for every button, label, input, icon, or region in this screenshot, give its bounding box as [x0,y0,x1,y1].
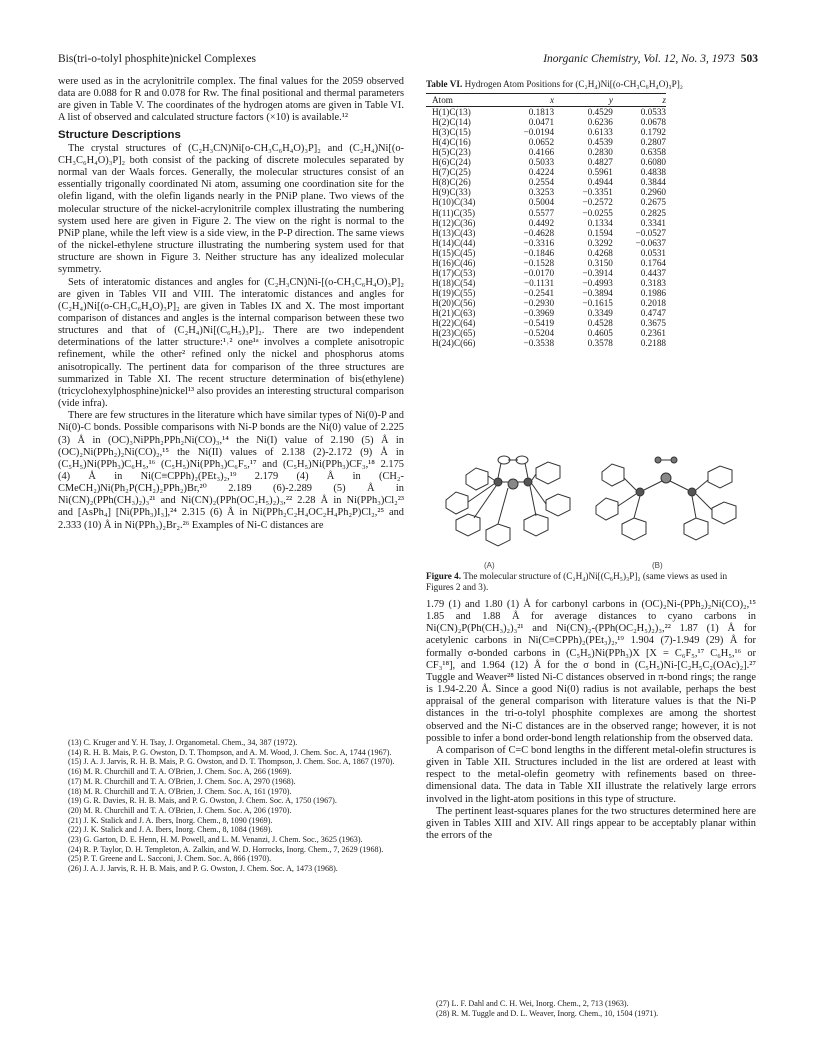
table-6-title: Hydrogen Atom Positions for (C₂H₄)Ni[(o-CH₃C₆H₄O)₃P]₂ [464,79,683,89]
z-cell: 0.2018 [640,297,666,308]
z-cell: 0.2807 [640,137,666,148]
atom-cell: H(8)C(26) [432,177,471,188]
y-cell: 0.3578 [587,338,613,349]
table-row [426,288,666,298]
y-cell: 0.4529 [587,107,613,118]
x-cell: −0.2930 [523,297,555,308]
atom-cell: H(12)C(36) [432,217,476,228]
table-row [426,107,666,118]
reference: (21) J. K. Stalick and J. A. Ibers, Inorg. Chem., 8, 1090 (1969). [68,815,273,825]
table-row [426,197,666,207]
table-6-caption [426,79,756,90]
x-cell: −0.3538 [523,338,555,349]
atom-cell: H(2)C(14) [432,117,471,128]
table-row [426,147,666,157]
atom-cell: H(24)C(66) [432,338,476,349]
column-header-x: x [507,94,554,107]
z-cell: 0.3183 [640,277,666,288]
page-header [58,53,758,69]
running-title: Bis(tri-o-tolyl phosphite)nickel Complexes [58,53,257,65]
body-paragraph-1: The crystal structures of (C₂H₃CN)Ni[o-CH₃C₆H₄O)₃P]₂ and (C₂H₄)Ni[(o-CH₃C₆H₄O)₃P]₂ both consist of the packing of discrete molecules separated by normal van der Waals forces. Generally, the molecular structures consist of an essentially trigonally coordinated Ni atom, assuming one coordination site for the olefin ligand, with the olefin ligands nearly in the PNiP plane. Two views of the molecular structure of the nickel-acrylonitrile complex illustrating the numbering system used here are given in Figure 2. The view on the right is normal to the PNiP plane, while the left view is a side view, in the P-P direction. The same views of the nickel-ethylene structure illustrating the numbering system used for that structure are shown in Figure 3. Neither structure has any idealized molecular symmetry. [58,142,404,276]
intro-paragraph: were used as in the acrylonitrile complex. The final values for the 2059 observed data are 0.088 for R and 0.078 for Rw. The final positional and thermal parameters are given in Table V. The coordinates of the hydrogen atoms are given in Table VI. A list of observed and calculated structure factors (×10) is available.¹² [58,76,404,124]
column-header-atom: Atom [426,94,507,107]
section-heading: Structure Descriptions [58,128,181,141]
z-cell: 0.4747 [640,307,666,318]
y-cell: 0.1594 [587,227,613,238]
table-row [426,258,666,268]
reference: (28) R. M. Tuggle and D. L. Weaver, Inorg. Chem., 10, 1504 (1971). [436,1008,659,1018]
z-cell: 0.2825 [640,207,666,218]
reference: (20) M. R. Churchill and T. A. O'Brien, J. Chem. Soc. A, 206 (1970). [68,805,292,815]
atom-cell: H(9)C(33) [432,187,471,198]
z-cell: 0.1986 [640,287,666,298]
x-cell: −0.2541 [523,287,555,298]
y-cell: 0.3292 [587,237,613,248]
y-cell: 0.6133 [587,127,613,138]
table-row [426,278,666,288]
x-cell: 0.3253 [528,187,555,198]
reference: (18) M. R. Churchill and T. A. O'Brien, J. Chem. Soc. A, 161 (1970). [68,786,292,796]
panel-label-a: (A) [484,561,495,570]
x-cell: −0.0194 [523,127,555,138]
y-cell: −0.3351 [582,187,613,198]
table-row [426,338,666,348]
column-header-y: y [554,94,613,107]
atom-cell: H(5)C(23) [432,147,471,158]
y-cell: −0.3894 [582,287,613,298]
reference: (26) J. A. J. Jarvis, R. H. B. Mais, and P. G. Owston, J. Chem. Soc. A, 1473 (1968). [68,864,338,874]
y-cell: 0.4944 [587,177,613,188]
x-cell: −0.3969 [523,307,555,318]
atom-cell: H(18)C(54) [432,277,476,288]
y-cell: 0.4605 [587,328,613,339]
table-row [426,137,666,147]
journal-citation [543,53,758,65]
x-cell: 0.0471 [528,117,555,128]
x-cell: 0.5004 [528,197,555,208]
z-cell: 0.1792 [640,127,666,138]
y-cell: 0.1334 [587,217,613,228]
x-cell: 0.4166 [528,147,555,158]
z-cell: 0.3341 [640,217,666,228]
table-row [426,218,666,228]
x-cell: 0.1813 [528,107,555,118]
x-cell: 0.0652 [528,137,555,148]
z-cell: 0.0531 [640,247,666,258]
y-cell: 0.3349 [587,307,613,318]
reference: (19) G. R. Davies, R. H. B. Mais, and P. G. Owston, J. Chem. Soc. A, 1750 (1967). [68,796,337,806]
table-row [426,167,666,177]
table-row [426,187,666,197]
molecule-normal-view-b [596,457,736,540]
y-cell: 0.3150 [587,257,613,268]
y-cell: −0.3914 [582,267,613,278]
x-cell: −0.5204 [523,328,555,339]
z-cell: 0.6080 [640,157,666,168]
z-cell: 0.2675 [640,197,666,208]
atom-cell: H(21)C(63) [432,307,476,318]
z-cell: −0.0527 [635,227,666,238]
table-row [426,308,666,318]
reference: (25) P. T. Greene and L. Sacconi, J. Chem. Soc. A, 866 (1970). [68,854,272,864]
y-cell: 0.6236 [587,117,613,128]
table-row [426,117,666,127]
y-cell: −0.4993 [582,277,613,288]
panel-label-b: (B) [652,561,663,570]
y-cell: 0.5961 [587,167,613,178]
x-cell: −0.4628 [523,227,555,238]
table-row [426,157,666,167]
x-cell: −0.1846 [523,247,555,258]
x-cell: −0.5419 [523,318,555,329]
reference: (15) J. A. J. Jarvis, R. H. B. Mais, P. G. Owston, and D. T. Thompson, J. Chem. Soc. A, 1867 (1970). [68,757,395,767]
table-row [426,238,666,248]
table-row [426,268,666,278]
reference: (22) J. K. Stalick and J. A. Ibers, Inorg. Chem., 8, 1084 (1969). [68,825,273,835]
atom-cell: H(13)C(43) [432,227,476,238]
atom-cell: H(15)C(45) [432,247,476,258]
z-cell: 0.1764 [640,257,666,268]
reference: (23) G. Garton, D. E. Henn, H. M. Powell, and L. M. Venanzi, J. Chem. Soc., 3625 (1963). [68,835,363,845]
table-row [426,127,666,137]
x-cell: 0.4492 [528,217,555,228]
atom-cell: H(20)C(56) [432,297,476,308]
atom-cell: H(17)C(53) [432,267,476,278]
z-cell: 0.3675 [640,318,666,329]
atom-cell: H(14)C(44) [432,237,476,248]
atom-cell: H(11)C(35) [432,207,476,218]
atom-cell: H(1)C(13) [432,107,471,118]
hydrogen-positions-table [426,93,666,348]
x-cell: 0.5033 [528,157,555,168]
atom-cell: H(23)C(65) [432,328,476,339]
footnotes-right [426,999,756,1018]
y-cell: 0.4539 [587,137,613,148]
x-cell: −0.1131 [523,277,555,288]
x-cell: 0.4224 [528,167,555,178]
body-paragraph-5: A comparison of C=C bond lengths in the different metal-olefin structures is given in Table XII. Structures included in the list are ordered at least with respect to the metal-olefin geometry with refinements based on three-dimensional data. The data in Table XII illustrate the relatively large errors involved in the light-atom positions in this type of structure. [426,744,756,805]
reference: (13) C. Kruger and Y. H. Tsay, J. Organometal. Chem., 34, 387 (1972). [68,738,298,747]
reference: (24) R. P. Taylor, D. H. Templeton, A. Zalkin, and W. D. Horrocks, Inorg. Chem., 7, 2629 (1968). [68,844,384,854]
y-cell: 0.4528 [587,318,613,329]
reference: (14) R. H. B. Mais, P. G. Owston, D. T. Thompson, and A. M. Wood, J. Chem. Soc. A, 1744 (1967). [68,747,392,757]
z-cell: 0.2960 [640,187,666,198]
atom-cell: H(19)C(55) [432,287,476,298]
figure-4-drawing [426,420,756,572]
z-cell: 0.4437 [640,267,666,278]
x-cell: 0.2554 [528,177,555,188]
table-6-block [426,79,756,348]
atom-cell: H(4)C(16) [432,137,471,148]
journal-name: Inorganic Chemistry, Vol. 12, No. 3, 1973 [543,53,735,65]
reference: (27) L. F. Dahl and C. H. Wei, Inorg. Chem., 2, 713 (1963). [436,999,629,1008]
column-header-z: z [613,94,666,107]
y-cell: −0.2572 [582,197,613,208]
table-row [426,298,666,308]
right-column-text [426,599,756,842]
figure-4-caption [426,571,756,593]
body-paragraph-4: 1.79 (1) and 1.80 (1) Å for carbonyl carbons in (OC)₂Ni-(PPh₂)₂Ni(CO)₂,¹⁵ 1.85 and 1.88 Å for average distances to cyano carbons in Ni(CN)₂P(Ph(CH₃)₂)₃²¹ and Ni(CN)₂-(PPh(OC₂H₅)₂)₃,²² 1.87 (1) Å for acetylenic carbons in Ni(C≡CPPh)₂(PEt₃)₂,¹⁹ 1.904 (7)-1.949 (29) Å for formally σ-bonded carbons in (C₅H₅)Ni(PPh₃)X [X = C₆F₅,¹⁷ C₆H₅,¹⁶ or CF₃¹⁸], and 1.964 (12) Å for the σ bond in (C₅H₅)Ni-[C₂H₅C₂(OAc)₂].²⁷ Tuggle and Weaver²⁸ listed Ni-C distances observed in π-bond rings; the range is 1.94-2.20 Å. Since a good Ni(0) radius is not available, perhaps the best appraisal of the general comparison with literature values is that the Ni-P distances in the tri-o-tolyl phosphite complexes are among the shortest observed and the Ni-C distances are in the observed range; however, it is not possible to infer a bond order-bond length relationship from the observed data. [426,599,756,744]
reference: (16) M. R. Churchill and T. A. O'Brien, J. Chem. Soc. A, 266 (1969). [68,767,292,777]
table-row [426,208,666,218]
z-cell: 0.0678 [640,117,666,128]
table-row [426,228,666,238]
z-cell: 0.2188 [640,338,666,349]
table-row [426,328,666,338]
atom-cell: H(7)C(25) [432,167,471,178]
y-cell: 0.4268 [587,247,613,258]
table-header-row [426,94,666,107]
y-cell: 0.4827 [587,157,613,168]
atom-cell: H(16)C(46) [432,257,476,268]
z-cell: 0.6358 [640,147,666,158]
atom-cell: H(22)C(64) [432,318,476,329]
x-cell: −0.0170 [523,267,555,278]
table-row [426,248,666,258]
left-column [58,76,404,532]
z-cell: −0.0637 [635,237,666,248]
footnotes-left [58,738,404,874]
reference: (17) M. R. Churchill and T. A. O'Brien, J. Chem. Soc. A, 2970 (1968). [68,776,296,786]
body-paragraph-6: The pertinent least-squares planes for the two structures determined here are given in Tables XIII and XIV. All rings appear to be acceptably planar within the errors of the [426,805,756,841]
z-cell: 0.3844 [640,177,666,188]
atom-cell: H(6)C(24) [432,157,471,168]
table-6-label: Table VI. [426,79,463,89]
y-cell: −0.0255 [582,207,613,218]
figure-4-label: Figure 4. [426,571,462,581]
y-cell: −0.1615 [582,297,613,308]
table-body [426,107,666,349]
figure-4-caption-text: The molecular structure of (C₂H₄)Ni[(C₆H₅)₃P]₂ (same views as used in Figures 2 and 3). [426,571,728,592]
x-cell: 0.5577 [528,207,555,218]
molecule-side-view-a [446,456,570,546]
z-cell: 0.4838 [640,167,666,178]
body-paragraph-3: There are few structures in the literature which have similar types of Ni(0)-P and Ni(0)-C bonds. Possible comparisons with Ni-P bonds are the Ni(0) value of 2.225 (3) Å in (OC)₃NiPPh₂PPh₂Ni(CO)₃,¹⁴ the Ni(I) value of 2.190 (5) Å in (OC)₂Ni(PPh₂)₂Ni(CO)₂,¹⁵ the Ni(II) values of 2.138 (2)-2.172 (9) Å in (C₅H₅)Ni(PPh₃)C₆H₅,¹⁶ (C₅H₅)Ni(PPh₃)C₆F₅,¹⁷ and (C₅H₅)Ni(PPh₃)CF₃,¹⁸ 2.175 (4) Å in Ni(C≡CPPh)₂(PEt₃)₂,¹⁹ 2.179 (4) Å in (CH₂-CMeCH₂)Ni(Ph₂P(CH₂)₂PPh₂)Br,²⁰ 2.189 (6)-2.289 (5) Å in Ni(CN)₂(PPh(CH₃)₂)₃²¹ and Ni(CN)₂(PPh(OC₂H₅)₂)₃,²² 2.28 Å in Ni(PPh₃)Cl₂²³ and [AsPh₄] [Ni(PPh₃)I₃],²⁴ 2.315 (6) Å in Ni(PPh₂C₂H₄OC₂H₄Ph₂P)Cl₂,²⁵ and 2.333 (10) Å in Ni(PPh₃)₂Br₂.²⁶ Examples of Ni-C distances are [58,410,404,531]
atom-cell: H(10)C(34) [432,197,476,208]
table-row [426,177,666,187]
page-number: 503 [740,53,758,65]
atom-cell: H(3)C(15) [432,127,471,138]
body-paragraph-2: Sets of interatomic distances and angles for (C₂H₃CN)Ni-[(o-CH₃C₆H₄O)₃P]₂ are given in Tables VII and VIII. The interatomic distances and angles for (C₂H₄)Ni[(o-CH₃C₆H₄O)₃P]₂ are given in Tables IX and X. The most important comparison of distances and angles is the internal comparison between these two structures and that of (C₂H₄)Ni[(C₆H₅)₃P]₂. There are two independent determinations of the latter structure:¹˒² one¹ᵃ involves a complete anisotropic refinement, while the other² refined only the nickel and phosphorus atoms anisotropically. The pertinent data for comparison of the three structures are summarized in Table XI. The recent structure determination of bis(ethylene)(tricyclohexylphosphine)nickel¹³ also provides an interesting structural comparison (vide infra). [58,276,404,410]
z-cell: 0.2361 [640,328,666,339]
x-cell: −0.1528 [523,257,555,268]
table-row [426,318,666,328]
y-cell: 0.2830 [587,147,613,158]
x-cell: −0.3316 [523,237,555,248]
z-cell: 0.0533 [640,107,666,118]
